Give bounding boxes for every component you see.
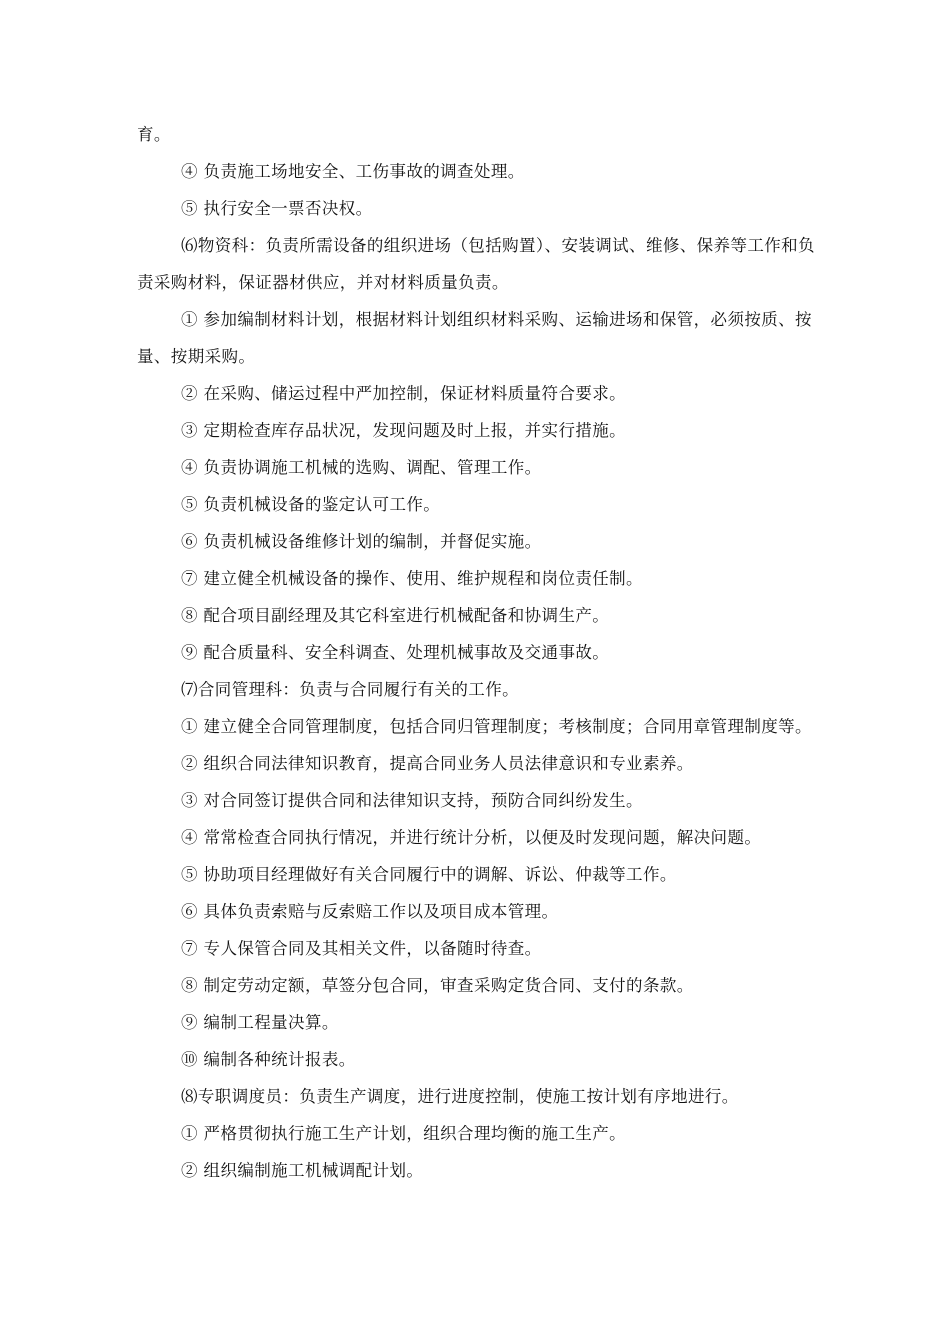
document-paragraph: ⑨ 配合质量科、安全科调查、处理机械事故及交通事故。 bbox=[181, 643, 610, 662]
document-paragraph: ⑤ 执行安全一票否决权。 bbox=[181, 199, 373, 218]
document-paragraph: ① 严格贯彻执行施工生产计划，组织合理均衡的施工生产。 bbox=[181, 1124, 627, 1143]
document-paragraph: ④ 常常检查合同执行情况，并进行统计分析，以便及时发现问题，解决问题。 bbox=[181, 828, 762, 847]
document-paragraph: ⑦ 专人保管合同及其相关文件，以备随时待查。 bbox=[181, 939, 542, 958]
document-paragraph: ⑤ 负责机械设备的鉴定认可工作。 bbox=[181, 495, 441, 514]
document-paragraph: ⑤ 协助项目经理做好有关合同履行中的调解、诉讼、仲裁等工作。 bbox=[181, 865, 677, 884]
document-paragraph: ⑺合同管理科：负责与合同履行有关的工作。 bbox=[181, 680, 519, 699]
document-paragraph: 育。 bbox=[137, 125, 171, 144]
document-paragraph: ③ 定期检查库存品状况，发现问题及时上报，并实行措施。 bbox=[181, 421, 627, 440]
document-paragraph: ② 组织编制施工机械调配计划。 bbox=[181, 1161, 424, 1180]
document-paragraph: ⑦ 建立健全机械设备的操作、使用、维护规程和岗位责任制。 bbox=[181, 569, 643, 588]
document-paragraph: ④ 负责协调施工机械的选购、调配、管理工作。 bbox=[181, 458, 542, 477]
document-paragraph: ⑻专职调度员：负责生产调度，进行进度控制，使施工按计划有序地进行。 bbox=[181, 1087, 739, 1106]
document-paragraph: ④ 负责施工场地安全、工伤事故的调查处理。 bbox=[181, 162, 525, 181]
document-paragraph: ① 参加编制材料计划，根据材料计划组织材料采购、运输进场和保管，必须按质、按量、按期采购。 bbox=[137, 310, 812, 366]
document-paragraph: ⑹物资科：负责所需设备的组织进场（包括购置）、安装调试、维修、保养等工作和负责采购材料，保证器材供应，并对材料质量负责。 bbox=[137, 236, 815, 292]
document-paragraph: ⑧ 配合项目副经理及其它科室进行机械配备和协调生产。 bbox=[181, 606, 610, 625]
document-paragraph: ⑨ 编制工程量决算。 bbox=[181, 1013, 339, 1032]
document-paragraph: ⑩ 编制各种统计报表。 bbox=[181, 1050, 356, 1069]
document-body bbox=[137, 116, 827, 1189]
document-paragraph: ③ 对合同签订提供合同和法律知识支持，预防合同纠纷发生。 bbox=[181, 791, 643, 810]
document-paragraph: ⑥ 具体负责索赔与反索赔工作以及项目成本管理。 bbox=[181, 902, 559, 921]
document-paragraph: ⑧ 制定劳动定额，草签分包合同，审查采购定货合同、支付的条款。 bbox=[181, 976, 694, 995]
document-paragraph: ① 建立健全合同管理制度，包括合同归管理制度；考核制度；合同用章管理制度等。 bbox=[181, 717, 812, 736]
document-paragraph: ⑥ 负责机械设备维修计划的编制，并督促实施。 bbox=[181, 532, 542, 551]
document-paragraph: ② 组织合同法律知识教育，提高合同业务人员法律意识和专业素养。 bbox=[181, 754, 694, 773]
document-paragraph: ② 在采购、储运过程中严加控制，保证材料质量符合要求。 bbox=[181, 384, 627, 403]
